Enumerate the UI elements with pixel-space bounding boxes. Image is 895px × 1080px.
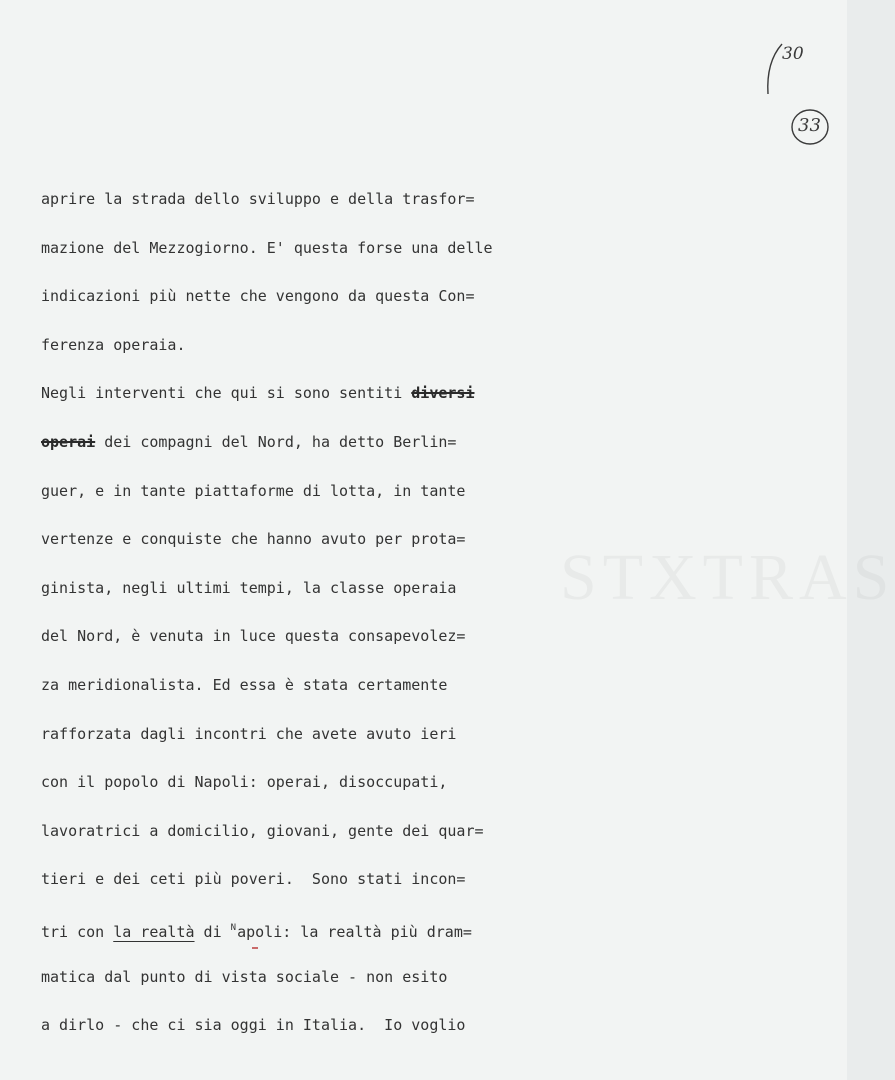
underlined-phrase: la realtà [113,922,195,941]
watermark: STXTRAS [560,541,895,614]
text-segment: Negli interventi che qui si sono sentiti [41,384,412,403]
text-line: a dirlo - che ci sia oggi in Italia. Io voglio [41,1016,466,1035]
text-line: con il popolo di Napoli: operai, disoccupati, [41,773,448,792]
text-segment: di [194,922,231,941]
text-line: guer, e in tante piattaforme di lotta, in tante [41,481,466,500]
text-line: aprire la strada dello sviluppo e della trasfor= [41,190,475,208]
handwritten-correction: N [230,922,237,933]
struck-word: operai [41,432,96,451]
body-text [41,188,601,1063]
text-segment: dei compagni del Nord, ha detto Berlin= [95,432,457,451]
page-number-circled [790,108,830,146]
text-line: mazione del Mezzogiorno. E' questa forse una delle [41,238,493,257]
text-line: tieri e dei ceti più poveri. Sono stati incon= [41,870,466,889]
text-line: del Nord, è venuta in luce questa consapevolez= [41,627,466,646]
text-line: vertenze e conquiste che hanno avuto per prota= [41,530,466,549]
text-line: lavoratrici a domicilio, giovani, gente dei quar= [41,821,484,840]
page-number-circled-text: 33 [798,115,821,136]
text-line [41,917,601,966]
text-line: za meridionalista. Ed essa è stata certamente [41,675,448,694]
text-line: rafforzata dagli incontri che avete avuto ieri [41,724,457,743]
page-number-top: 30 [782,44,804,64]
text-segment: apoli: la realtà più dram= [237,922,472,941]
text-line [41,382,601,431]
text-line: matica dal punto di vista sociale - non esito [41,967,448,986]
red-correction-mark [252,947,258,949]
text-line: indicazioni più nette che vengono da questa Con= [41,287,475,306]
text-line [41,431,601,480]
page-number-handwritten [760,38,820,98]
struck-word: diversi [411,384,475,403]
text-line: ginista, negli ultimi tempi, la classe operaia [41,578,457,597]
text-line: ferenza operaia. [41,335,186,354]
text-segment: tri con [41,922,114,941]
